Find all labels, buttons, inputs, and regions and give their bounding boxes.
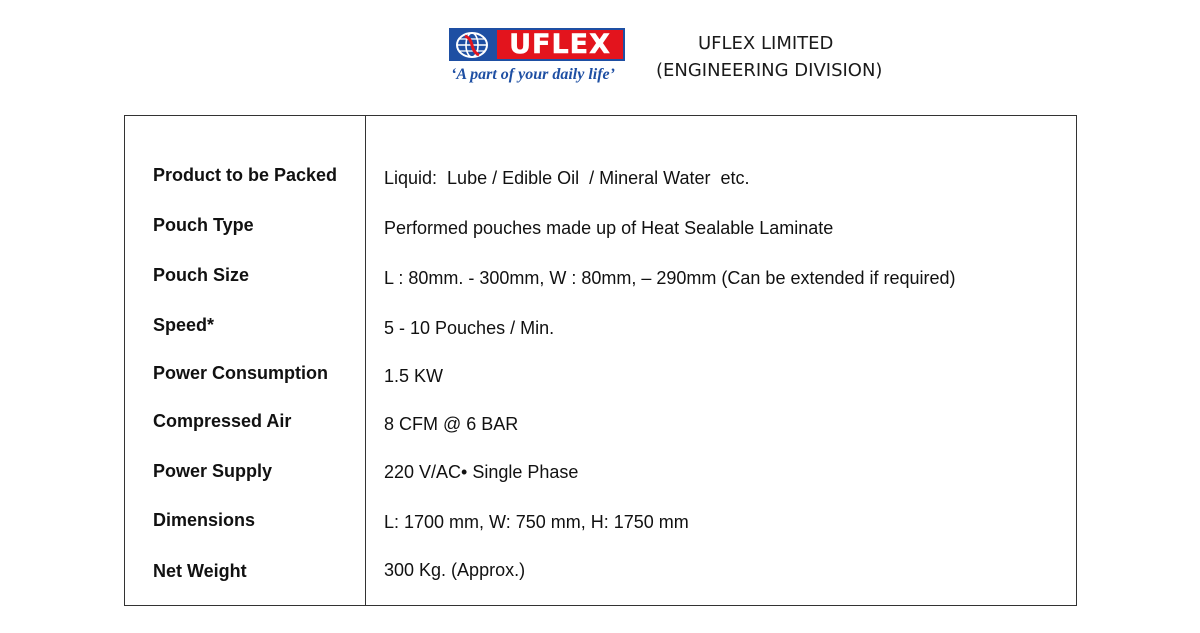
spec-value-dimensions: L: 1700 mm, W: 750 mm, H: 1750 mm (384, 512, 689, 532)
spec-value-pouch-type: Performed pouches made up of Heat Sealable Laminate (384, 218, 834, 238)
logo-tagline: ‘A part of your daily life’ (451, 66, 615, 83)
spec-label-power-supply: Power Supply (153, 461, 273, 481)
logo-bar (449, 28, 625, 61)
spec-label-dimensions: Dimensions (153, 510, 256, 530)
logo-wordmark: UFLEX (509, 29, 611, 60)
spec-value-pouch-size: L : 80mm. - 300mm, W : 80mm, – 290mm (Can be extended if required) (384, 268, 956, 288)
spec-value-power-supply: 220 V/AC• Single Phase (384, 462, 579, 482)
spec-value-net-weight: 300 Kg. (Approx.) (384, 560, 526, 580)
spec-value-speed: 5 - 10 Pouches / Min. (384, 318, 555, 338)
spec-value-product: Liquid: Lube / Edible Oil / Mineral Water etc. (384, 168, 750, 188)
company-name: UFLEX LIMITED (698, 33, 834, 54)
spec-label-speed: Speed* (153, 315, 215, 335)
company-division: (ENGINEERING DIVISION) (656, 60, 883, 81)
spec-column-divider (365, 116, 366, 605)
uflex-logo (449, 28, 627, 88)
spec-label-pouch-size: Pouch Size (153, 265, 250, 285)
logo-wordmark-box (495, 28, 625, 61)
spec-label-pouch-type: Pouch Type (153, 215, 254, 235)
spec-label-product: Product to be Packed (153, 165, 338, 185)
spec-value-compressed-air: 8 CFM @ 6 BAR (384, 414, 519, 434)
spec-value-power-consumption: 1.5 KW (384, 366, 444, 386)
spec-label-power-consumption: Power Consumption (153, 363, 328, 383)
spec-table (124, 115, 1077, 606)
globe-icon (449, 28, 495, 61)
spec-label-compressed-air: Compressed Air (153, 411, 292, 431)
spec-label-net-weight: Net Weight (153, 561, 247, 581)
